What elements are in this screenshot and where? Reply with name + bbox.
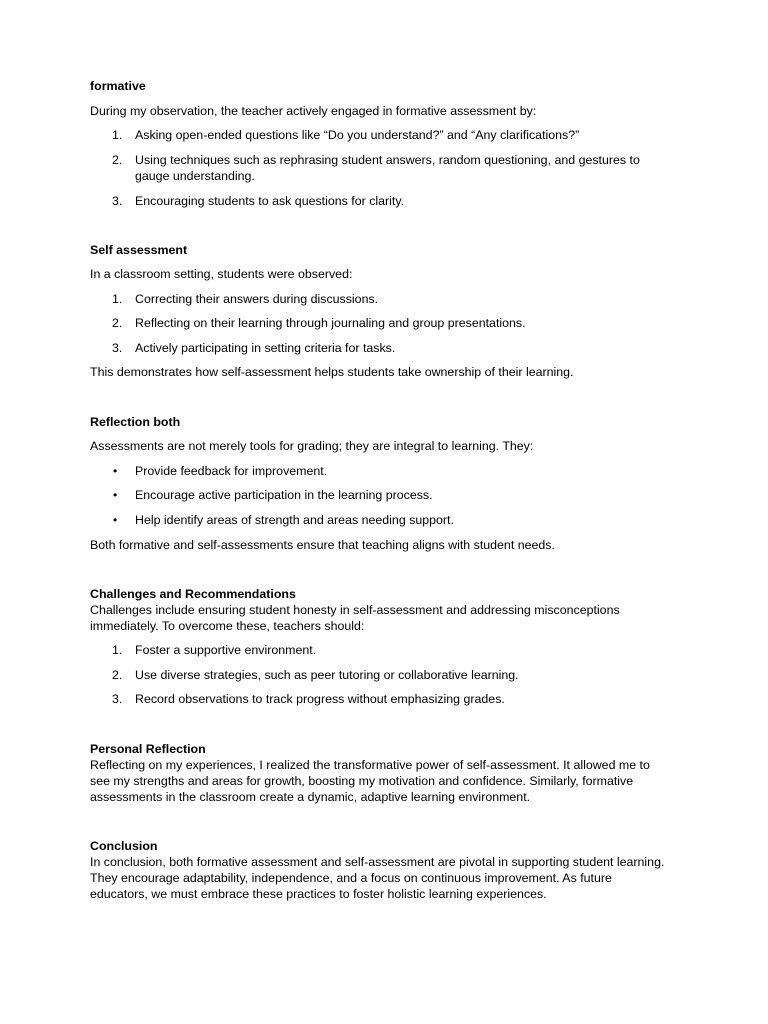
list-item-text: Reflecting on their learning through journaling and group presentations. [135, 316, 526, 330]
challenges-list-2 [90, 667, 690, 683]
list-marker: 2. [112, 316, 123, 330]
personal-line3: assessments in the classroom create a dynamic, adaptive learning environment. [90, 790, 531, 804]
list-item-text: Actively participating in setting criteria for tasks. [135, 341, 396, 355]
list-item-text: Correcting their answers during discussions. [135, 292, 379, 306]
bullet-marker: • [113, 513, 118, 527]
self-list-3 [90, 340, 690, 356]
reflection-intro: Assessments are not merely tools for grading; they are integral to learning. They: [90, 439, 534, 453]
heading-self-assessment: Self assessment [90, 243, 188, 257]
list-item-text: Help identify areas of strength and areas needing support. [135, 513, 454, 527]
list-item [90, 127, 690, 143]
reflection-list-3 [90, 512, 690, 528]
heading-conclusion: Conclusion [90, 839, 158, 853]
list-item-text: Foster a supportive environment. [135, 643, 317, 657]
formative-list [90, 127, 690, 143]
heading-challenges: Challenges and Recommendations [90, 587, 296, 601]
challenges-para-line1: Challenges include ensuring student honesty in self-assessment and addressing misconceptions [90, 603, 620, 617]
heading-formative: formative [90, 79, 146, 93]
self-list [90, 291, 690, 307]
challenges-para-line2: immediately. To overcome these, teachers should: [90, 619, 365, 633]
list-item [90, 642, 690, 658]
list-item [90, 512, 690, 528]
list-item [90, 667, 690, 683]
self-outro: This demonstrates how self-assessment helps students take ownership of their learning. [90, 365, 574, 379]
list-item-text: Record observations to track progress without emphasizing grades. [135, 692, 505, 706]
list-item [90, 463, 690, 479]
list-marker: 2. [112, 668, 123, 682]
formative-list-2 [90, 152, 690, 184]
list-item-text-line2: gauge understanding. [135, 169, 255, 183]
list-item-text: Use diverse strategies, such as peer tutoring or collaborative learning. [135, 668, 519, 682]
bullet-marker: • [113, 488, 118, 502]
personal-line2: see my strengths and areas for growth, boosting my motivation and confidence. Similarly, formative [90, 774, 634, 788]
formative-list-3 [90, 193, 690, 209]
conclusion-line1: In conclusion, both formative assessment and self-assessment are pivotal in supporting student learning. [90, 855, 665, 869]
challenges-list-3 [90, 691, 690, 707]
personal-line1: Reflecting on my experiences, I realized the transformative power of self-assessment. It allowed me to [90, 758, 650, 772]
list-marker: 3. [112, 194, 123, 208]
conclusion-line2: They encourage adaptability, independence, and a focus on continuous improvement. As future [90, 871, 612, 885]
list-marker: 3. [112, 692, 123, 706]
self-intro: In a classroom setting, students were observed: [90, 267, 353, 281]
list-marker: 1. [112, 643, 123, 657]
list-item [90, 487, 690, 503]
reflection-list [90, 463, 690, 479]
list-item [90, 315, 690, 331]
reflection-outro: Both formative and self-assessments ensure that teaching aligns with student needs. [90, 538, 555, 552]
list-marker: 1. [112, 128, 123, 142]
list-item [90, 152, 690, 184]
list-item [90, 691, 690, 707]
list-item-text-line1: Using techniques such as rephrasing student answers, random questioning, and gestures to [135, 153, 640, 167]
list-item-text: Provide feedback for improvement. [135, 464, 328, 478]
list-item-text: Asking open-ended questions like “Do you understand?” and “Any clarifications?” [135, 128, 580, 142]
formative-intro: During my observation, the teacher actively engaged in formative assessment by: [90, 104, 537, 118]
list-marker: 2. [112, 153, 123, 167]
list-item [90, 340, 690, 356]
list-item [90, 193, 690, 209]
list-item [90, 291, 690, 307]
self-list-2 [90, 315, 690, 331]
list-marker: 1. [112, 292, 123, 306]
heading-reflection-both: Reflection both [90, 415, 181, 429]
reflection-list-2 [90, 487, 690, 503]
list-item-text: Encourage active participation in the learning process. [135, 488, 433, 502]
conclusion-line3: educators, we must embrace these practices to foster holistic learning experiences. [90, 887, 547, 901]
list-marker: 3. [112, 341, 123, 355]
heading-personal-reflection: Personal Reflection [90, 742, 206, 756]
list-item-text: Encouraging students to ask questions for clarity. [135, 194, 405, 208]
bullet-marker: • [113, 464, 118, 478]
challenges-list [90, 642, 690, 658]
